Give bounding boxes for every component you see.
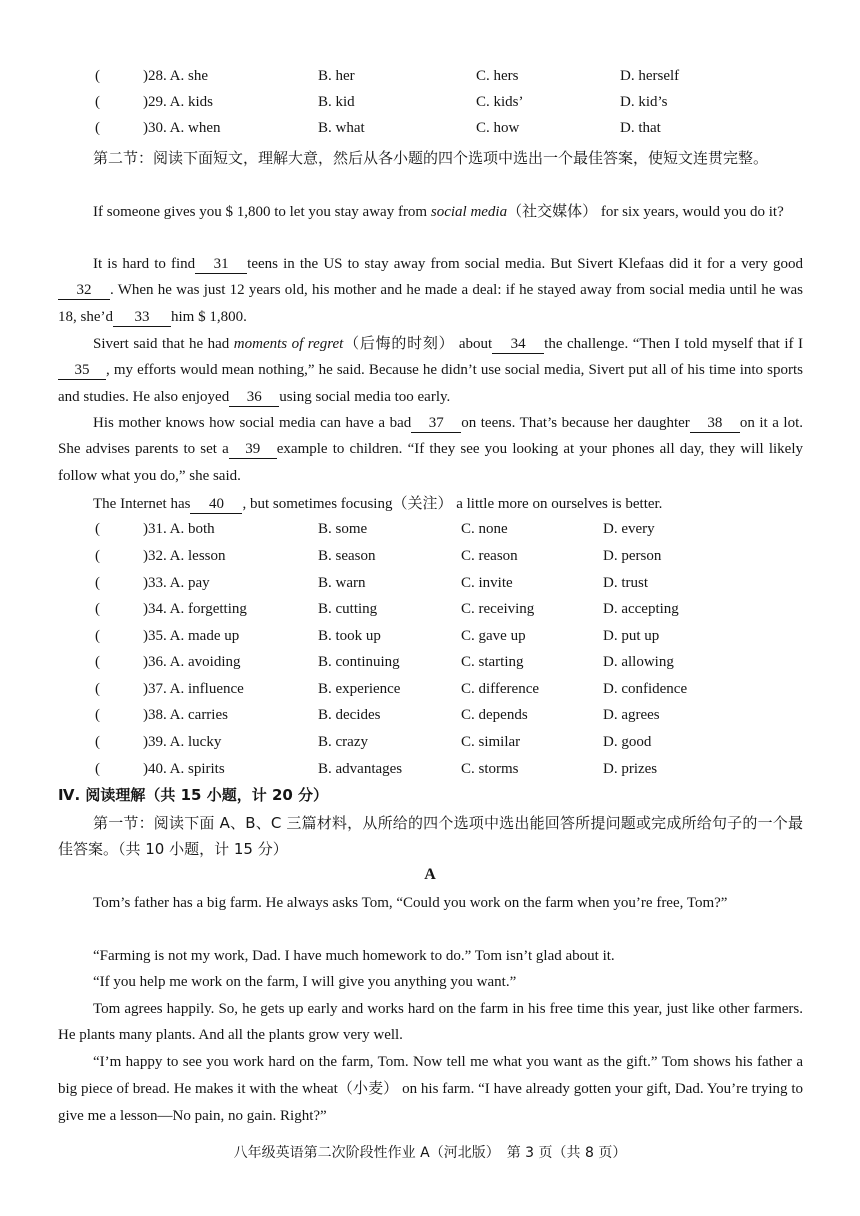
option-row-37 — [0, 677, 860, 701]
passage-paragraph-1: If someone gives you $ 1,800 to let you stay away from social media（社交媒体） for six years, would you do it? — [93, 202, 784, 220]
option-b: B. what — [318, 120, 365, 136]
option-c: C. storms — [461, 761, 519, 777]
option-a: )33. A. pay — [143, 575, 210, 591]
option-a: )38. A. carries — [143, 707, 228, 723]
option-c: C. depends — [461, 707, 528, 723]
option-row-34 — [0, 597, 860, 621]
blank-32: 32 — [58, 281, 110, 300]
blank-37: 37 — [411, 414, 461, 433]
answer-paren: ( — [95, 120, 100, 136]
blank-35: 35 — [58, 361, 106, 380]
blank-39: 39 — [229, 440, 277, 459]
option-row-28 — [0, 64, 860, 88]
page-footer: 八年级英语第二次阶段性作业 A（河北版） 第 3 页（共 8 页） — [233, 1145, 627, 1161]
option-a: )37. A. influence — [143, 681, 244, 697]
reading-paragraph-4: Tom agrees happily. So, he gets up early and works hard on the farm in his free time this year, just like other farmers. He plants many plants. And all the plants grow very well. — [58, 1001, 803, 1044]
answer-paren: ( — [95, 601, 100, 617]
section-iv-instruction: 第一节：阅读下面 A、B、C 三篇材料，从所给的四个选项中选出能回答所提问题或完成所给句子的一个最佳答案。（共 10 小题，计 15 分） — [58, 814, 803, 859]
option-row-40 — [0, 757, 860, 781]
option-a: )35. A. made up — [143, 628, 240, 644]
answer-paren: ( — [95, 68, 100, 84]
option-b: B. some — [318, 521, 368, 537]
reading-paragraph-5: “I’m happy to see you work hard on the farm, Tom. Now tell me what you want as the gift.” Tom shows his father a big piece of bread. He makes it with the wheat（小麦） on his farm. “I have already gotten your gift, Dad. You’re trying to give me a lesson—No pain, no gain. Right?” — [58, 1054, 803, 1124]
blank-38: 38 — [690, 414, 740, 433]
answer-paren: ( — [95, 734, 100, 750]
option-a: )36. A. avoiding — [143, 654, 241, 670]
option-row-31 — [0, 517, 860, 541]
option-b: B. warn — [318, 575, 366, 591]
section2-instruction: 第二节：阅读下面短文，理解大意，然后从各小题的四个选项中选出一个最佳答案，使短文连贯完整。 — [93, 149, 769, 167]
option-d: D. accepting — [603, 601, 679, 617]
answer-paren: ( — [95, 654, 100, 670]
option-row-36 — [0, 650, 860, 674]
option-row-30 — [0, 116, 860, 140]
option-b: B. advantages — [318, 761, 403, 777]
option-a: )40. A. spirits — [143, 761, 225, 777]
option-a: )29. A. kids — [143, 94, 214, 110]
option-row-29 — [0, 90, 860, 114]
answer-paren: ( — [95, 548, 100, 564]
option-b: B. crazy — [318, 734, 368, 750]
blank-36: 36 — [229, 388, 279, 407]
option-c: C. gave up — [461, 628, 526, 644]
option-b: B. decides — [318, 707, 381, 723]
blank-31: 31 — [195, 255, 247, 274]
reading-paragraph-3: “If you help me work on the farm, I will give you anything you want.” — [93, 974, 517, 990]
option-d: D. good — [603, 734, 652, 750]
option-d: D. trust — [603, 575, 648, 591]
option-b: B. experience — [318, 681, 401, 697]
option-a: )28. A. she — [143, 68, 208, 84]
option-d: D. every — [603, 521, 655, 537]
reading-paragraph-1: Tom’s father has a big farm. He always asks Tom, “Could you work on the farm when you’re free, Tom?” — [93, 895, 728, 911]
option-a: )30. A. when — [143, 120, 221, 136]
option-c: C. receiving — [461, 601, 535, 617]
option-d: D. agrees — [603, 707, 660, 723]
option-c: C. hers — [476, 68, 519, 84]
option-b: B. continuing — [318, 654, 400, 670]
option-row-32 — [0, 544, 860, 568]
option-b: B. cutting — [318, 601, 378, 617]
answer-paren: ( — [95, 707, 100, 723]
option-c: C. similar — [461, 734, 521, 750]
option-a: )39. A. lucky — [143, 734, 222, 750]
option-d: D. prizes — [603, 761, 658, 777]
blank-40: 40 — [190, 495, 242, 514]
section-iv-heading: Ⅳ. 阅读理解（共 15 小题，计 20 分） — [58, 786, 329, 804]
answer-paren: ( — [95, 521, 100, 537]
option-c: C. invite — [461, 575, 513, 591]
option-d: D. that — [620, 120, 661, 136]
blank-34: 34 — [492, 335, 544, 354]
option-c: C. difference — [461, 681, 540, 697]
option-row-33 — [0, 571, 860, 595]
answer-paren: ( — [95, 628, 100, 644]
answer-paren: ( — [95, 761, 100, 777]
option-d: D. person — [603, 548, 662, 564]
option-row-39 — [0, 730, 860, 754]
option-d: D. kid’s — [620, 94, 668, 110]
option-d: D. allowing — [603, 654, 674, 670]
option-c: C. kids’ — [476, 94, 524, 110]
reading-paragraph-2: “Farming is not my work, Dad. I have much homework to do.” Tom isn’t glad about it. — [93, 948, 615, 964]
passage-paragraph-5: The Internet has 40 , but sometimes focusing（关注） a little more on ourselves is better. — [93, 494, 663, 512]
option-b: B. season — [318, 548, 376, 564]
passage-paragraph-3: Sivert said that he had moments of regret（后悔的时刻） about 34 the challenge. “Then I told myself that if I35 , my efforts would mean nothing,” he said. Because he didn’t use social media, Sivert put all of his time into sports and studies. He also enjoyed 36 using social media too early. — [58, 334, 803, 405]
answer-paren: ( — [95, 575, 100, 591]
option-c: C. reason — [461, 548, 518, 564]
option-d: D. confidence — [603, 681, 688, 697]
option-c: C. how — [476, 120, 520, 136]
option-a: )34. A. forgetting — [143, 601, 247, 617]
passage-a-title: A — [424, 866, 436, 883]
option-b: B. took up — [318, 628, 381, 644]
option-d: D. herself — [620, 68, 680, 84]
option-b: B. kid — [318, 94, 355, 110]
answer-paren: ( — [95, 94, 100, 110]
answer-paren: ( — [95, 681, 100, 697]
option-d: D. put up — [603, 628, 660, 644]
option-c: C. none — [461, 521, 508, 537]
blank-33: 33 — [113, 308, 171, 327]
option-a: )31. A. both — [143, 521, 215, 537]
option-b: B. her — [318, 68, 355, 84]
option-row-38 — [0, 703, 860, 727]
passage-paragraph-4: His mother knows how social media can have a bad 37 on teens. That’s because her daughter 38 on it a lot. She advises parents to set a 39 example to children. “If they see you looking at your phones all day, they will likely follow what you do,” she said. — [58, 415, 803, 484]
option-row-35 — [0, 624, 860, 648]
option-c: C. starting — [461, 654, 524, 670]
passage-paragraph-2: It is hard to find 31 teens in the US to stay away from social media. But Sivert Klefaas did it for a very good32 . When he was just 12 years old, his mother and he made a deal: if he stayed away from social media until he was 18, she’d 33 him $ 1,800. — [58, 256, 804, 325]
option-a: )32. A. lesson — [143, 548, 226, 564]
